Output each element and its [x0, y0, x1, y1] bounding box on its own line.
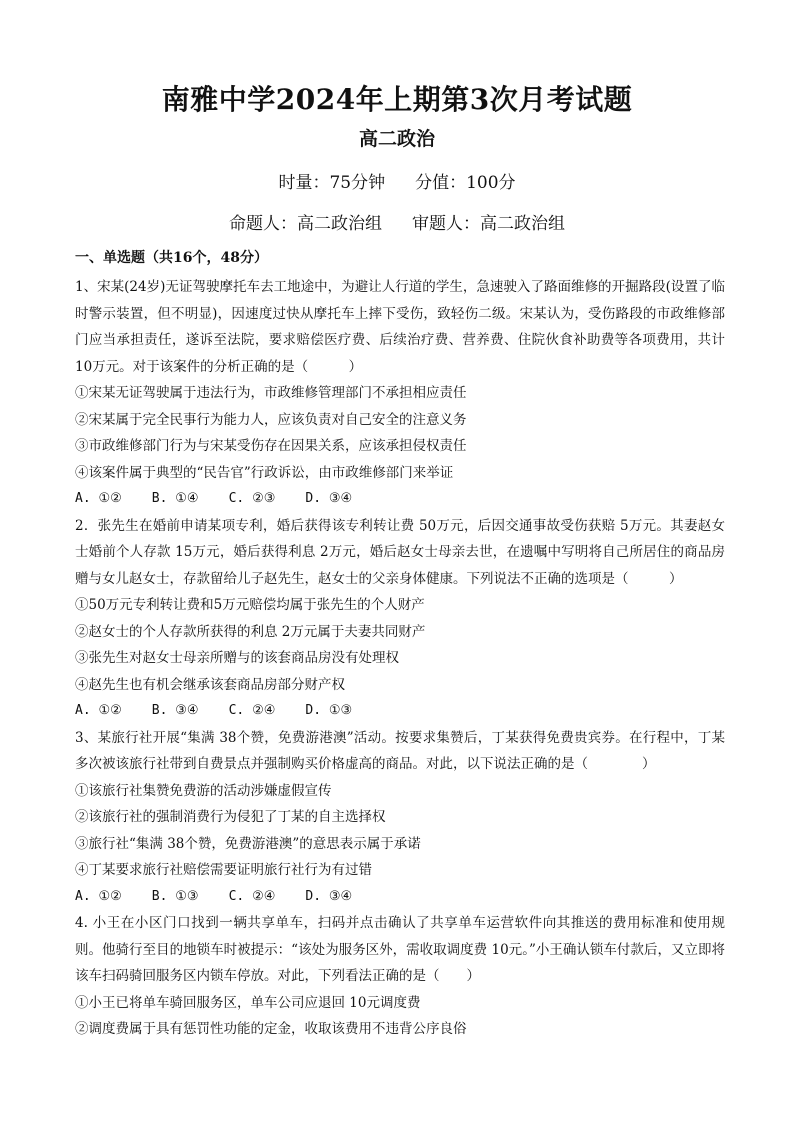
statement-option: ④赵先生也有机会继承该套商品房部分财产权 — [75, 676, 345, 693]
statement-option: ①宋某无证驾驶属于违法行为，市政维修管理部门不承担相应责任 — [75, 385, 467, 401]
exam-time-score — [0, 168, 794, 193]
choice-d: D. ③④ — [305, 491, 353, 506]
score-label: 分值：100分 — [415, 173, 516, 193]
statement-option: ②宋某属于完全民事行为能力人，应该负责对自己安全的注意义务 — [75, 411, 467, 428]
answer-choices — [75, 486, 725, 513]
question-stem: 1、宋某(24岁)无证驾驶摩托车去工地途中，为避让人行道的学生，急速驶入了路面维修的开掘路段(设置了临时警示装置，但不明显)，因速度过快从摩托车上摔下受伤，致轻伤二级。宋某认为，受伤路段的市政维修部门应当承担责任，遂诉至法院，要求赔偿医疗费、后续治疗费、营养费、住院伙食补助费等各项费用，共计 10万元。对于该案件的分析正确的是（ ） — [75, 279, 725, 375]
question-2 — [75, 513, 725, 725]
question-4 — [75, 910, 725, 1043]
statement-option: ①50万元专利转让费和5万元赔偿均属于张先生的个人财产 — [75, 597, 425, 613]
question-stem: 3、某旅行社开展“集满 38个赞，免费游港澳”活动。按要求集赞后，丁某获得免费贵宾券。在行程中，丁某多次被该旅行社带到自费景点并强制购买价格虚高的商品。对此，以下说法正确的是（ ） — [75, 729, 725, 772]
question-3 — [75, 725, 725, 911]
answer-choices — [75, 698, 725, 725]
statement-option: ①该旅行社集赞免费游的活动涉嫌虚假宣传 — [75, 782, 332, 799]
statement-option: ②赵女士的个人存款所获得的利息 2万元属于夫妻共同财产 — [75, 623, 426, 640]
question-1 — [75, 274, 725, 513]
choice-d: D. ①③ — [305, 703, 353, 718]
choice-c: C. ②④ — [228, 703, 276, 718]
statement-option: ④该案件属于典型的“民告官”行政诉讼，由市政维修部门来举证 — [75, 464, 454, 481]
exam-authors — [0, 209, 794, 234]
author-label: 命题人：高二政治组 — [229, 214, 382, 234]
choice-a: A. ①② — [75, 703, 122, 718]
exam-subject: 高二政治 — [358, 128, 435, 150]
choice-a: A. ①② — [75, 888, 122, 904]
answer-choices — [75, 884, 725, 911]
choice-b: B. ①④ — [151, 491, 199, 506]
choice-a: A. ①② — [75, 491, 122, 506]
time-label: 时量：75分钟 — [278, 173, 386, 193]
section-heading: 一、单选题（共16个，48分） — [75, 250, 268, 266]
statement-option: ④丁某要求旅行社赔偿需要证明旅行社行为有过错 — [75, 862, 372, 878]
exam-content — [75, 246, 725, 1043]
question-stem: 2．张先生在婚前申请某项专利，婚后获得该专利转让费 50万元，后因交通事故受伤获赔 5万元。其妻赵女士婚前个人存款 15万元，婚后获得利息 2万元，婚后赵女士母亲去世，在遗嘱中写明将自己所居住的商品房赠与女儿赵女士，存款留给儿子赵先生，赵女士的父亲身体健康。下列说法不正确的选项是（ ） — [75, 517, 725, 587]
statement-option: ③张先生对赵女士母亲所赠与的该套商品房没有处理权 — [75, 650, 399, 666]
statement-option: ②调度费属于具有惩罚性功能的定金，收取该费用不违背公序良俗 — [75, 1021, 467, 1037]
choice-c: C. ②③ — [228, 491, 276, 506]
choice-d: D. ③④ — [305, 888, 353, 904]
question-stem: 4. 小王在小区门口找到一辆共享单车，扫码并点击确认了共享单车运营软件向其推送的费用标准和使用规则。他骑行至目的地锁车时被提示：“该处为服务区外，需收取调度费 10元。”小王确认锁车付款后，又立即将该车扫码骑回服务区内锁车停放。对此，下列看法正确的是（ ） — [75, 915, 725, 984]
choice-c: C. ②④ — [228, 888, 276, 904]
reviewer-label: 审题人：高二政治组 — [412, 214, 565, 234]
statement-option: ③市政维修部门行为与宋某受伤存在因果关系，应该承担侵权责任 — [75, 438, 467, 454]
choice-b: B. ①③ — [151, 888, 199, 904]
statement-option: ①小王已将单车骑回服务区，单车公司应退回 10元调度费 — [75, 994, 421, 1011]
statement-option: ②该旅行社的强制消费行为侵犯了丁某的自主选择权 — [75, 809, 386, 825]
exam-title: 南雅中学2024年上期第3次月考试题 — [161, 83, 633, 116]
choice-b: B. ③④ — [151, 703, 199, 718]
statement-option: ③旅行社“集满 38个赞，免费游港澳”的意思表示属于承诺 — [75, 835, 421, 852]
